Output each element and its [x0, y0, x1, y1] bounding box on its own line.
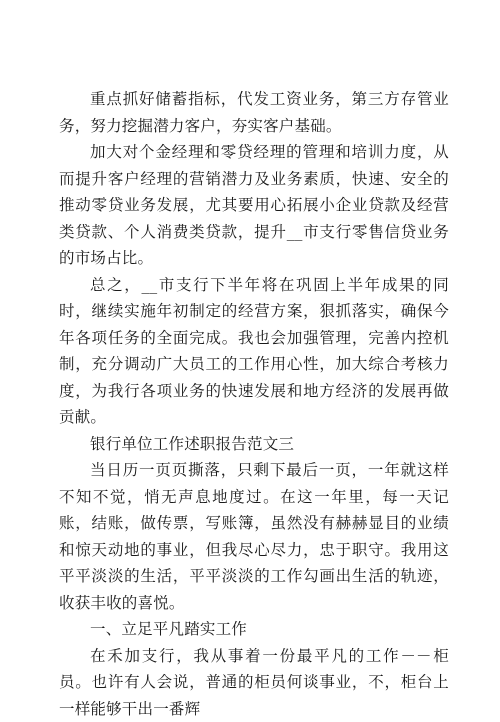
document-body — [59, 86, 449, 722]
paragraph-teller-work: 在禾加支行，我从事着一份最平凡的工作－－柜员。也许有人会说，普通的柜员何谈事业，不，柜台上一样能够干出一番辉 — [59, 643, 449, 722]
paragraph-summary: 总之，__市支行下半年将在巩固上半年成果的同时，继续实施年初制定的经营方案，狠抓落实，确保今年各项任务的全面完成。我也会加强管理，完善内控机制，充分调动广大员工的工作用心性，加大综合考核力度，为我行各项业务的快速发展和地方经济的发展再做贡献。 — [59, 272, 449, 431]
section-title: 银行单位工作述职报告范文三 — [59, 431, 449, 458]
paragraph-year-review: 当日历一页页撕落，只剩下最后一页，一年就这样不知不觉，悄无声息地度过。在这一年里，每一天记账，结账，做传票，写账簿，虽然没有赫赫显目的业绩和惊天动地的事业，但我尽心尽力，忠于职守。我用这平平淡淡的生活，平平淡淡的工作勾画出生活的轨迹，收获丰收的喜悦。 — [59, 457, 449, 616]
paragraph-manager-training: 加大对个金经理和零贷经理的管理和培训力度，从而提升客户经理的营销潜力及业务素质，快速、安全的推动零贷业务发展，尤其要用心拓展小企业贷款及经营类贷款、个人消费类贷款，提升__市支行零售信贷业务的市场占比。 — [59, 139, 449, 272]
subheading-ordinary-work: 一、立足平凡踏实工作 — [59, 616, 449, 643]
paragraph-savings-targets: 重点抓好储蓄指标，代发工资业务，第三方存管业务，努力挖掘潜力客户，夯实客户基础。 — [59, 86, 449, 139]
